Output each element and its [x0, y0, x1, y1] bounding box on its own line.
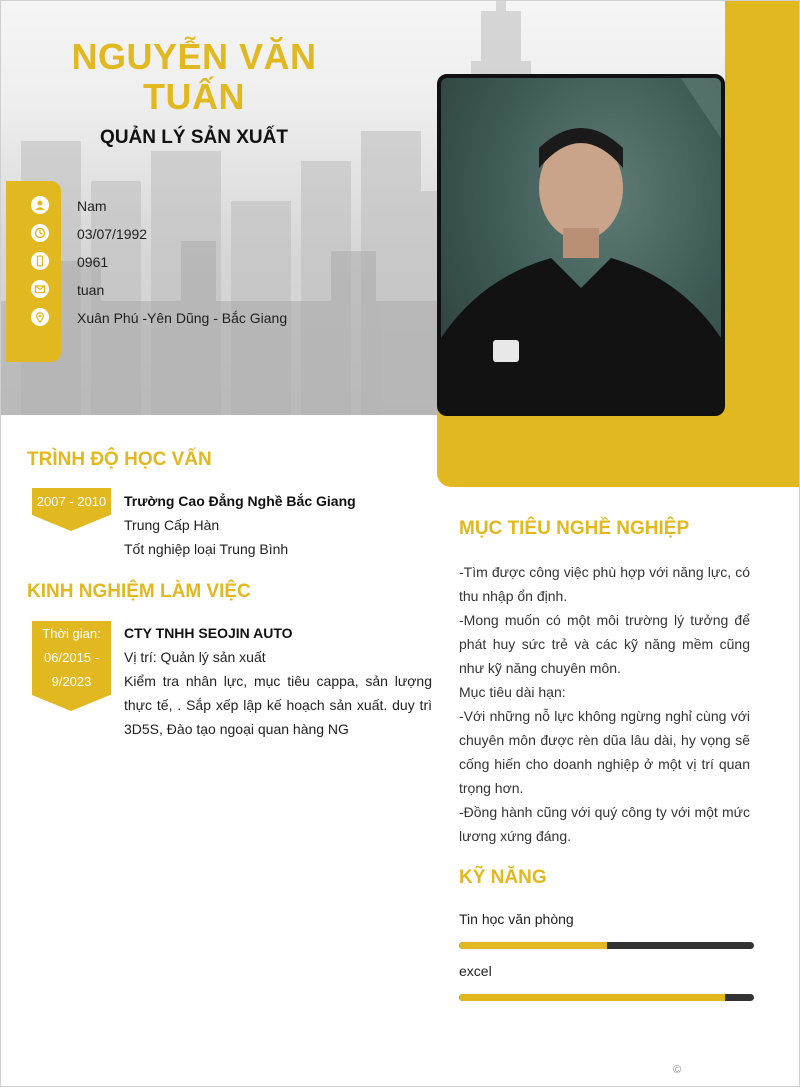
experience-description: Kiểm tra nhân lực, mục tiêu cappa, sản lượng thực tế, . Sắp xếp lập kế hoạch sản xuất. duy trì 3D5S, Đào tạo ngoại quan hàng NG: [124, 673, 432, 737]
education-period: 2007 - 2010: [36, 494, 107, 509]
footer-mark: ©: [673, 1064, 682, 1076]
accent-column: [725, 1, 800, 486]
skill-name: Tin học văn phòng: [459, 911, 574, 927]
phone-icon: [31, 252, 49, 270]
objective-line: -Đồng hành cũng với quý công ty với một mức lương xứng đáng.: [459, 804, 750, 844]
objective-heading: MỤC TIÊU NGHỀ NGHIỆP: [459, 518, 690, 539]
education-major: Trung Cấp Hàn: [124, 517, 220, 533]
experience-period-ribbon: [32, 621, 111, 695]
address-value: Xuân Phú -Yên Dũng - Bắc Giang: [77, 310, 288, 326]
experience-company: CTY TNHH SEOJIN AUTO: [124, 625, 293, 641]
birthdate-value: 03/07/1992: [77, 226, 148, 242]
education-grade: Tốt nghiệp loại Trung Bình: [124, 541, 289, 557]
email-value: tuan: [77, 282, 105, 298]
accent-block: [437, 431, 800, 487]
job-title: QUẢN LÝ SẢN XUẤT: [100, 127, 288, 148]
objective-line: -Với những nỗ lực không ngừng nghỉ cùng với chuyên môn được rèn dũa lâu dài, hy vọng sẽ cống hiến cho doanh nghiệp ở một vị trí quan trọng hơn.: [459, 708, 750, 796]
experience-period-label: Thời gian:: [42, 626, 101, 641]
clock-icon: [31, 224, 49, 242]
skill-name: excel: [459, 963, 492, 979]
education-period-ribbon: [32, 488, 111, 515]
email-icon: [31, 280, 49, 298]
objective-line: -Tìm được công việc phù hợp với năng lực, có thu nhập ổn định.: [459, 564, 750, 604]
skills-heading: KỸ NĂNG: [459, 867, 547, 888]
experience-heading: KINH NGHIỆM LÀM VIỆC: [27, 581, 251, 602]
skill-bar-fill: [459, 942, 607, 949]
education-school: Trường Cao Đẳng Nghề Bắc Giang: [124, 493, 356, 509]
profile-photo: [437, 74, 725, 416]
experience-period-end: 9/2023: [51, 674, 92, 689]
experience-period-start: 06/2015 -: [44, 650, 99, 665]
objective-line: Mục tiêu dài hạn:: [459, 684, 566, 700]
skill-bar: [459, 994, 754, 1001]
gender-value: Nam: [77, 198, 107, 214]
phone-value: 0961: [77, 254, 109, 270]
candidate-name: NGUYỄN VĂN TUẤN: [71, 36, 317, 117]
skill-bar-fill: [459, 994, 725, 1001]
location-icon: [31, 308, 49, 326]
person-silhouette-icon: [441, 78, 721, 412]
objective-line: -Mong muốn có một môi trường lý tưởng để phát huy sức trẻ và các kỹ năng mềm cũng như kỹ năng chuyên môn.: [459, 612, 750, 676]
experience-position: Vị trí: Quản lý sản xuất: [124, 649, 266, 665]
education-heading: TRÌNH ĐỘ HỌC VẤN: [27, 449, 212, 470]
skill-bar: [459, 942, 754, 949]
user-icon: [31, 196, 49, 214]
